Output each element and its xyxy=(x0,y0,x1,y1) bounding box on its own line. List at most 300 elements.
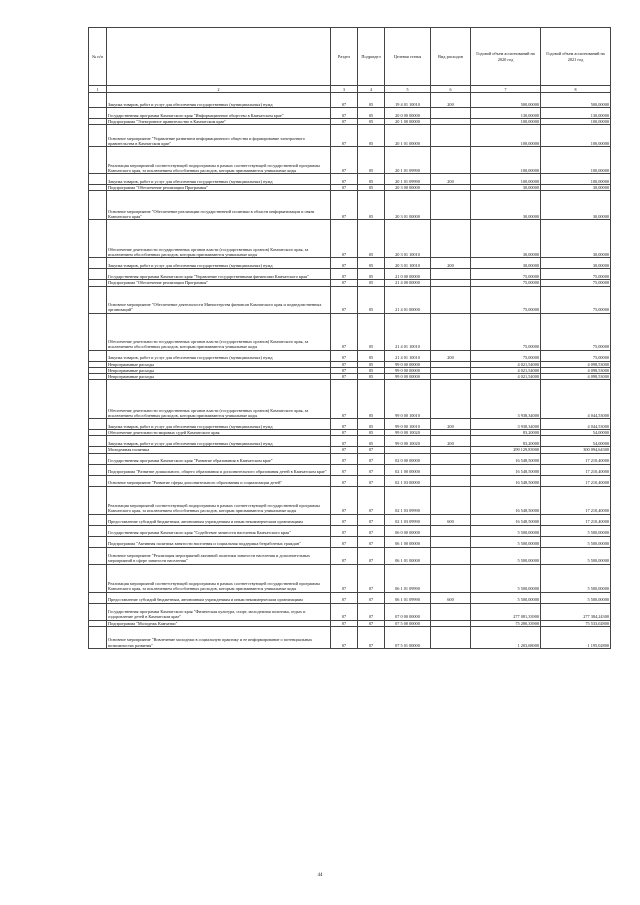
row-amount-2020: 3 938,34000 xyxy=(471,419,541,430)
row-target-article: 20 0 00 00000 xyxy=(385,108,431,119)
row-target-article: 99 0 00 10010 xyxy=(385,419,431,430)
row-number xyxy=(89,313,107,350)
row-expense-type xyxy=(431,220,471,258)
row-razdel: 07 xyxy=(331,313,358,350)
row-podrazdel: 07 xyxy=(358,475,385,486)
row-target-article: 07 5 01 00000 xyxy=(385,626,431,648)
row-name: Обеспечение деятельности государственных органов власти (государственных органов) Камчатского края, за исключением обособленных расходов, которым присваиваются уникальные коды xyxy=(107,380,331,419)
table-row xyxy=(89,564,611,592)
table-header-row xyxy=(89,28,611,86)
row-podrazdel: 05 xyxy=(358,361,385,367)
row-number xyxy=(89,286,107,313)
column-number-row xyxy=(89,86,611,93)
row-amount-2020: 16 548,50000 xyxy=(471,475,541,486)
row-number xyxy=(89,564,107,592)
row-podrazdel: 05 xyxy=(358,280,385,286)
row-expense-type xyxy=(431,626,471,648)
row-number xyxy=(89,464,107,475)
row-podrazdel: 05 xyxy=(358,93,385,108)
row-razdel: 07 xyxy=(331,514,358,525)
row-number xyxy=(89,191,107,220)
row-podrazdel: 05 xyxy=(358,108,385,119)
table-row xyxy=(89,350,611,361)
row-amount-2020: 100,00000 xyxy=(471,147,541,174)
row-expense-type xyxy=(431,191,471,220)
row-amount-2021: 4 044,53000 xyxy=(541,380,611,419)
row-amount-2020: 5 500,00000 xyxy=(471,525,541,536)
row-podrazdel: 07 xyxy=(358,564,385,592)
header-number: № п/п xyxy=(89,28,107,86)
row-target-article: 20 3 01 00000 xyxy=(385,191,431,220)
budget-table-sheet xyxy=(88,27,610,649)
row-amount-2020: 16 548,50000 xyxy=(471,486,541,514)
header-name xyxy=(107,28,331,86)
row-number xyxy=(89,514,107,525)
column-number: 6 xyxy=(431,86,471,93)
column-number: 4 xyxy=(358,86,385,93)
table-row xyxy=(89,475,611,486)
row-number xyxy=(89,547,107,564)
row-number xyxy=(89,174,107,185)
row-target-article: 02 1 03 09990 xyxy=(385,514,431,525)
row-number xyxy=(89,626,107,648)
row-razdel: 07 xyxy=(331,547,358,564)
column-number: 5 xyxy=(385,86,431,93)
row-razdel: 07 xyxy=(331,626,358,648)
table-row xyxy=(89,147,611,174)
row-amount-2021: 100,00000 xyxy=(541,125,611,147)
row-name: Основное мероприятие "Вовлечение молодежи в социальную практику и ее информирование о потенциальных возможностях развития" xyxy=(107,626,331,648)
row-amount-2021: 17 210,40000 xyxy=(541,464,611,475)
table-row xyxy=(89,436,611,447)
row-number xyxy=(89,93,107,108)
row-number xyxy=(89,486,107,514)
row-expense-type xyxy=(431,564,471,592)
row-razdel: 07 xyxy=(331,367,358,373)
row-target-article: 07 5 00 00000 xyxy=(385,620,431,626)
row-razdel: 07 xyxy=(331,286,358,313)
row-razdel: 07 xyxy=(331,436,358,447)
row-number xyxy=(89,220,107,258)
row-name: Основное мероприятие "Обеспечение деятельности Министерства финансов Камчатского края и подведомственных организаций" xyxy=(107,286,331,313)
row-number xyxy=(89,603,107,620)
row-target-article: 20 3 00 00000 xyxy=(385,185,431,191)
row-podrazdel: 05 xyxy=(358,220,385,258)
row-razdel: 07 xyxy=(331,525,358,536)
table-row xyxy=(89,525,611,536)
row-podrazdel: 05 xyxy=(358,374,385,380)
row-amount-2020: 16 548,50000 xyxy=(471,514,541,525)
row-podrazdel: 05 xyxy=(358,313,385,350)
row-amount-2021: 5 500,00000 xyxy=(541,525,611,536)
row-amount-2020: 75 280,33900 xyxy=(471,620,541,626)
row-expense-type xyxy=(431,486,471,514)
row-podrazdel: 07 xyxy=(358,547,385,564)
row-podrazdel: 05 xyxy=(358,436,385,447)
row-amount-2021: 4 098,53000 xyxy=(541,374,611,380)
row-target-article: 21 4 01 00000 xyxy=(385,286,431,313)
row-podrazdel: 07 xyxy=(358,514,385,525)
row-name: Реализация мероприятий соответствующей подпрограммы в рамках соответствующей государственной программы Камчатского края, за исключением обособленных расходов, которым присваиваются уникальные коды xyxy=(107,147,331,174)
row-target-article: 20 1 01 09990 xyxy=(385,147,431,174)
row-expense-type: 600 xyxy=(431,592,471,603)
row-expense-type xyxy=(431,147,471,174)
row-amount-2020: 4 021,54000 xyxy=(471,361,541,367)
row-razdel: 07 xyxy=(331,147,358,174)
row-amount-2020: 3 938,34000 xyxy=(471,380,541,419)
row-amount-2021: 4 044,53000 xyxy=(541,419,611,430)
row-name: Непрограммные расходы xyxy=(107,374,331,380)
row-razdel: 07 xyxy=(331,430,358,436)
row-podrazdel: 05 xyxy=(358,367,385,373)
row-podrazdel: 07 xyxy=(358,486,385,514)
row-razdel: 07 xyxy=(331,380,358,419)
row-amount-2020: 100,00000 xyxy=(471,119,541,125)
row-expense-type: 200 xyxy=(431,174,471,185)
row-name: Основное мероприятие "Развитие сферы дополнительного образования и социализации детей" xyxy=(107,475,331,486)
row-name: Государственная программа Камчатского края "Содействие занятости населения Камчатского края" xyxy=(107,525,331,536)
row-amount-2021: 75,00000 xyxy=(541,269,611,280)
table-row xyxy=(89,93,611,108)
row-name: Закупка товаров, работ и услуг для обеспечения государственных (муниципальных) нужд xyxy=(107,350,331,361)
row-name: Государственная программа Камчатского края "Информационное общество в Камчатском крае" xyxy=(107,108,331,119)
row-expense-type xyxy=(431,269,471,280)
row-target-article: 02 1 00 00000 xyxy=(385,464,431,475)
table-row xyxy=(89,419,611,430)
row-amount-2020: 75,00000 xyxy=(471,313,541,350)
row-number xyxy=(89,536,107,547)
row-name: Подпрограмма "Электронное правительство в Камчатском крае" xyxy=(107,119,331,125)
row-expense-type: 200 xyxy=(431,350,471,361)
row-expense-type xyxy=(431,286,471,313)
row-target-article: 20 1 01 00000 xyxy=(385,125,431,147)
row-amount-2021: 30,00000 xyxy=(541,185,611,191)
row-expense-type xyxy=(431,603,471,620)
row-name: Основное мероприятие "Обеспечение реализации государственной политики в области информатизации и связи Камчатского края" xyxy=(107,191,331,220)
row-target-article: 99 0 00 00000 xyxy=(385,367,431,373)
row-expense-type xyxy=(431,464,471,475)
row-amount-2021: 54,00000 xyxy=(541,430,611,436)
header-target-article: Целевая статья xyxy=(385,28,431,86)
row-amount-2020: 75,00000 xyxy=(471,269,541,280)
row-amount-2020: 30,00000 xyxy=(471,191,541,220)
row-name: Реализация мероприятий соответствующей подпрограммы в рамках соответствующей государственной программы Камчатского края, за исключением обособленных расходов, которым присваиваются уникальные коды xyxy=(107,486,331,514)
row-podrazdel: 05 xyxy=(358,191,385,220)
header-expense-type: Вид расходов xyxy=(431,28,471,86)
row-amount-2021: 17 210,40000 xyxy=(541,453,611,464)
row-expense-type: 200 xyxy=(431,258,471,269)
row-expense-type: 600 xyxy=(431,514,471,525)
row-razdel: 07 xyxy=(331,564,358,592)
row-amount-2020: 16 548,50000 xyxy=(471,453,541,464)
row-target-article: 99 0 00 10020 xyxy=(385,430,431,436)
table-row xyxy=(89,174,611,185)
table-row xyxy=(89,486,611,514)
row-podrazdel: 07 xyxy=(358,620,385,626)
row-razdel: 07 xyxy=(331,191,358,220)
row-amount-2020: 30,00000 xyxy=(471,185,541,191)
row-expense-type xyxy=(431,125,471,147)
table-row xyxy=(89,269,611,280)
row-amount-2020: 16 548,50000 xyxy=(471,464,541,475)
table-row xyxy=(89,453,611,464)
row-podrazdel: 05 xyxy=(358,419,385,430)
row-expense-type: 200 xyxy=(431,419,471,430)
row-amount-2020: 5 500,00000 xyxy=(471,536,541,547)
table-row xyxy=(89,258,611,269)
row-name: Основное мероприятие "Управление развитием информационного общества и формирование электронного правительства в Камчатском крае" xyxy=(107,125,331,147)
row-amount-2020: 100,00000 xyxy=(471,125,541,147)
row-number xyxy=(89,147,107,174)
row-target-article: 20 3 01 10010 xyxy=(385,220,431,258)
row-podrazdel: 05 xyxy=(358,430,385,436)
row-razdel: 07 xyxy=(331,269,358,280)
row-target-article: 06 0 00 00000 xyxy=(385,525,431,536)
row-amount-2020: 4 021,54000 xyxy=(471,374,541,380)
row-amount-2021: 75,00000 xyxy=(541,350,611,361)
row-podrazdel: 05 xyxy=(358,350,385,361)
row-podrazdel: 07 xyxy=(358,525,385,536)
row-razdel: 07 xyxy=(331,174,358,185)
row-amount-2021: 1 195,02800 xyxy=(541,626,611,648)
row-expense-type xyxy=(431,453,471,464)
row-razdel: 07 xyxy=(331,592,358,603)
row-amount-2021: 5 500,00000 xyxy=(541,547,611,564)
row-amount-2020: 30,00000 xyxy=(471,258,541,269)
row-razdel: 07 xyxy=(331,464,358,475)
row-amount-2021: 75,00000 xyxy=(541,280,611,286)
row-target-article: 99 0 00 00000 xyxy=(385,374,431,380)
table-row xyxy=(89,125,611,147)
row-name: Обеспечение деятельности государственных органов власти (государственных органов) Камчатского края, за исключением обособленных расходов, которым присваиваются уникальные коды xyxy=(107,220,331,258)
row-name: Подпрограмма "Молодежь Камчатки" xyxy=(107,620,331,626)
row-number xyxy=(89,475,107,486)
row-amount-2021: 30,00000 xyxy=(541,220,611,258)
row-target-article: 07 0 00 00000 xyxy=(385,603,431,620)
row-expense-type xyxy=(431,525,471,536)
row-amount-2020: 5 500,00000 xyxy=(471,592,541,603)
row-number xyxy=(89,108,107,119)
row-amount-2020: 30,00000 xyxy=(471,220,541,258)
row-razdel: 07 xyxy=(331,108,358,119)
row-target-article: 20 3 01 10010 xyxy=(385,258,431,269)
row-amount-2020: 277 081,33900 xyxy=(471,603,541,620)
row-target-article: 99 0 00 00000 xyxy=(385,361,431,367)
row-target-article: 06 1 01 09990 xyxy=(385,564,431,592)
row-amount-2021: 5 500,00000 xyxy=(541,592,611,603)
row-amount-2021: 5 500,00000 xyxy=(541,564,611,592)
row-target-article: 02 1 03 00000 xyxy=(385,475,431,486)
row-razdel: 07 xyxy=(331,486,358,514)
row-name: Государственная программа Камчатского края "Физическая культура, спорт, молодежная политика, отдых и оздоровление детей в Камчатском крае" xyxy=(107,603,331,620)
row-podrazdel: 07 xyxy=(358,626,385,648)
row-amount-2021: 17 210,40000 xyxy=(541,475,611,486)
row-target-article: 06 1 00 00000 xyxy=(385,536,431,547)
row-target-article: 21 0 00 00000 xyxy=(385,269,431,280)
table-row xyxy=(89,464,611,475)
row-expense-type xyxy=(431,108,471,119)
row-podrazdel: 05 xyxy=(358,125,385,147)
row-name: Предоставление субсидий бюджетным, автономным учреждениям и иным некоммерческим организациям xyxy=(107,514,331,525)
row-podrazdel: 07 xyxy=(358,536,385,547)
row-podrazdel: 05 xyxy=(358,286,385,313)
row-amount-2021: 75 533,02800 xyxy=(541,620,611,626)
row-number xyxy=(89,258,107,269)
row-name: Предоставление субсидий бюджетным, автономным учреждениям и иным некоммерческим организациям xyxy=(107,592,331,603)
row-podrazdel: 05 xyxy=(358,185,385,191)
table-row xyxy=(89,514,611,525)
row-amount-2020: 75,00000 xyxy=(471,350,541,361)
row-podrazdel: 07 xyxy=(358,464,385,475)
row-expense-type xyxy=(431,380,471,419)
row-razdel: 07 xyxy=(331,258,358,269)
table-row xyxy=(89,592,611,603)
row-podrazdel: 05 xyxy=(358,269,385,280)
row-expense-type xyxy=(431,475,471,486)
row-razdel: 07 xyxy=(331,350,358,361)
row-amount-2021: 100,00000 xyxy=(541,147,611,174)
row-podrazdel: 05 xyxy=(358,174,385,185)
row-razdel: 07 xyxy=(331,280,358,286)
table-body xyxy=(89,93,611,649)
row-amount-2021: 4 098,53000 xyxy=(541,361,611,367)
row-name: Подпрограмма "Обеспечение реализации Программы" xyxy=(107,185,331,191)
row-name: Реализация мероприятий соответствующей подпрограммы в рамках соответствующей государственной программы Камчатского края, за исключением обособленных расходов, которым присваиваются уникальные коды xyxy=(107,564,331,592)
row-number xyxy=(89,419,107,430)
row-amount-2020: 5 500,00000 xyxy=(471,547,541,564)
row-name: Непрограммные расходы xyxy=(107,367,331,373)
page-number: 44 xyxy=(317,873,323,878)
row-name: Подпрограмма "Обеспечение реализации Программы" xyxy=(107,280,331,286)
row-razdel: 07 xyxy=(331,361,358,367)
header-podrazdel: Подраздел xyxy=(358,28,385,86)
row-name: Государственная программа Камчатского края "Управление государственными финансами Камчатского края" xyxy=(107,269,331,280)
row-razdel: 07 xyxy=(331,93,358,108)
row-amount-2020: 5 500,00000 xyxy=(471,564,541,592)
column-number: 3 xyxy=(331,86,358,93)
row-podrazdel: 07 xyxy=(358,453,385,464)
row-amount-2020: 1 203,68000 xyxy=(471,626,541,648)
row-name: Закупка товаров, работ и услуг для обеспечения государственных (муниципальных) нужд xyxy=(107,436,331,447)
row-razdel: 07 xyxy=(331,374,358,380)
row-number xyxy=(89,269,107,280)
row-razdel: 07 xyxy=(331,453,358,464)
row-amount-2020: 299 129,83900 xyxy=(471,447,541,453)
row-amount-2021: 54,00000 xyxy=(541,436,611,447)
row-podrazdel: 05 xyxy=(358,258,385,269)
row-name: Подпрограмма "Развитие дошкольного, общего образования и дополнительного образования детей в Камчатском крае" xyxy=(107,464,331,475)
row-razdel: 07 xyxy=(331,603,358,620)
header-amount-2020: Годовой объем ассигнований на 2020 год xyxy=(471,28,541,86)
row-razdel: 07 xyxy=(331,119,358,125)
table-row xyxy=(89,313,611,350)
row-amount-2021: 100,00000 xyxy=(541,119,611,125)
row-name: Закупка товаров, работ и услуг для обеспечения государственных (муниципальных) нужд xyxy=(107,93,331,108)
row-amount-2021: 30,00000 xyxy=(541,191,611,220)
header-razdel: Раздел xyxy=(331,28,358,86)
row-name: Молодежная политика xyxy=(107,447,331,453)
row-target-article: 20 1 01 09990 xyxy=(385,174,431,185)
row-name: Закупка товаров, работ и услуг для обеспечения государственных (муниципальных) нужд xyxy=(107,258,331,269)
row-expense-type: 200 xyxy=(431,93,471,108)
row-name: Обеспечение деятельности государственных органов власти (государственных органов) Камчатского края, за исключением обособленных расходов, которым присваиваются уникальные коды xyxy=(107,313,331,350)
table-row xyxy=(89,547,611,564)
row-podrazdel: 07 xyxy=(358,603,385,620)
row-expense-type xyxy=(431,547,471,564)
table-row xyxy=(89,536,611,547)
row-target-article: 21 4 00 00000 xyxy=(385,280,431,286)
row-target-article: 06 1 01 09990 xyxy=(385,592,431,603)
budget-table xyxy=(88,27,611,649)
row-amount-2021: 5 500,00000 xyxy=(541,536,611,547)
row-target-article: 19 4 01 10010 xyxy=(385,93,431,108)
column-number: 2 xyxy=(107,86,331,93)
row-razdel: 07 xyxy=(331,447,358,453)
row-number xyxy=(89,525,107,536)
row-number xyxy=(89,380,107,419)
row-amount-2021: 277 384,24300 xyxy=(541,603,611,620)
row-amount-2020: 83,20000 xyxy=(471,430,541,436)
row-target-article: 21 4 01 10010 xyxy=(385,350,431,361)
row-podrazdel: 05 xyxy=(358,380,385,419)
row-razdel: 07 xyxy=(331,620,358,626)
row-amount-2020: 4 021,54000 xyxy=(471,367,541,373)
row-target-article: 21 4 01 10010 xyxy=(385,313,431,350)
row-amount-2021: 4 098,53000 xyxy=(541,367,611,373)
row-expense-type: 200 xyxy=(431,436,471,447)
row-amount-2021: 300 094,64300 xyxy=(541,447,611,453)
row-podrazdel: 07 xyxy=(358,592,385,603)
row-podrazdel: 05 xyxy=(358,147,385,174)
row-name: Непрограммные расходы xyxy=(107,361,331,367)
header-amount-2021: Годовой объем ассигнований на 2021 год xyxy=(541,28,611,86)
table-row xyxy=(89,220,611,258)
row-number xyxy=(89,436,107,447)
column-number: 7 xyxy=(471,86,541,93)
row-amount-2021: 75,00000 xyxy=(541,313,611,350)
column-number: 8 xyxy=(541,86,611,93)
row-amount-2020: 75,00000 xyxy=(471,280,541,286)
row-razdel: 07 xyxy=(331,475,358,486)
column-number: 1 xyxy=(89,86,107,93)
row-name: Основное мероприятие "Реализация мероприятий активной политики занятости населения и дополнительных мероприятий в сфере занятости населения" xyxy=(107,547,331,564)
row-target-article: 06 1 01 00000 xyxy=(385,547,431,564)
row-number xyxy=(89,453,107,464)
row-name: Закупка товаров, работ и услуг для обеспечения государственных (муниципальных) нужд xyxy=(107,174,331,185)
row-target-article: 20 1 00 00000 xyxy=(385,119,431,125)
row-target-article: 99 0 00 10010 xyxy=(385,380,431,419)
row-podrazdel: 05 xyxy=(358,119,385,125)
row-amount-2020: 100,00000 xyxy=(471,174,541,185)
row-target-article: 02 1 03 09990 xyxy=(385,486,431,514)
row-razdel: 07 xyxy=(331,125,358,147)
table-row xyxy=(89,603,611,620)
row-expense-type xyxy=(431,313,471,350)
row-razdel: 07 xyxy=(331,220,358,258)
table-row xyxy=(89,380,611,419)
row-number xyxy=(89,592,107,603)
row-amount-2020: 500,00000 xyxy=(471,93,541,108)
row-name: Закупка товаров, работ и услуг для обеспечения государственных (муниципальных) нужд xyxy=(107,419,331,430)
row-podrazdel: 07 xyxy=(358,447,385,453)
row-amount-2020: 83,20000 xyxy=(471,436,541,447)
row-razdel: 07 xyxy=(331,536,358,547)
table-row xyxy=(89,626,611,648)
row-number xyxy=(89,350,107,361)
row-number xyxy=(89,125,107,147)
row-amount-2021: 17 210,40000 xyxy=(541,486,611,514)
table-row xyxy=(89,286,611,313)
